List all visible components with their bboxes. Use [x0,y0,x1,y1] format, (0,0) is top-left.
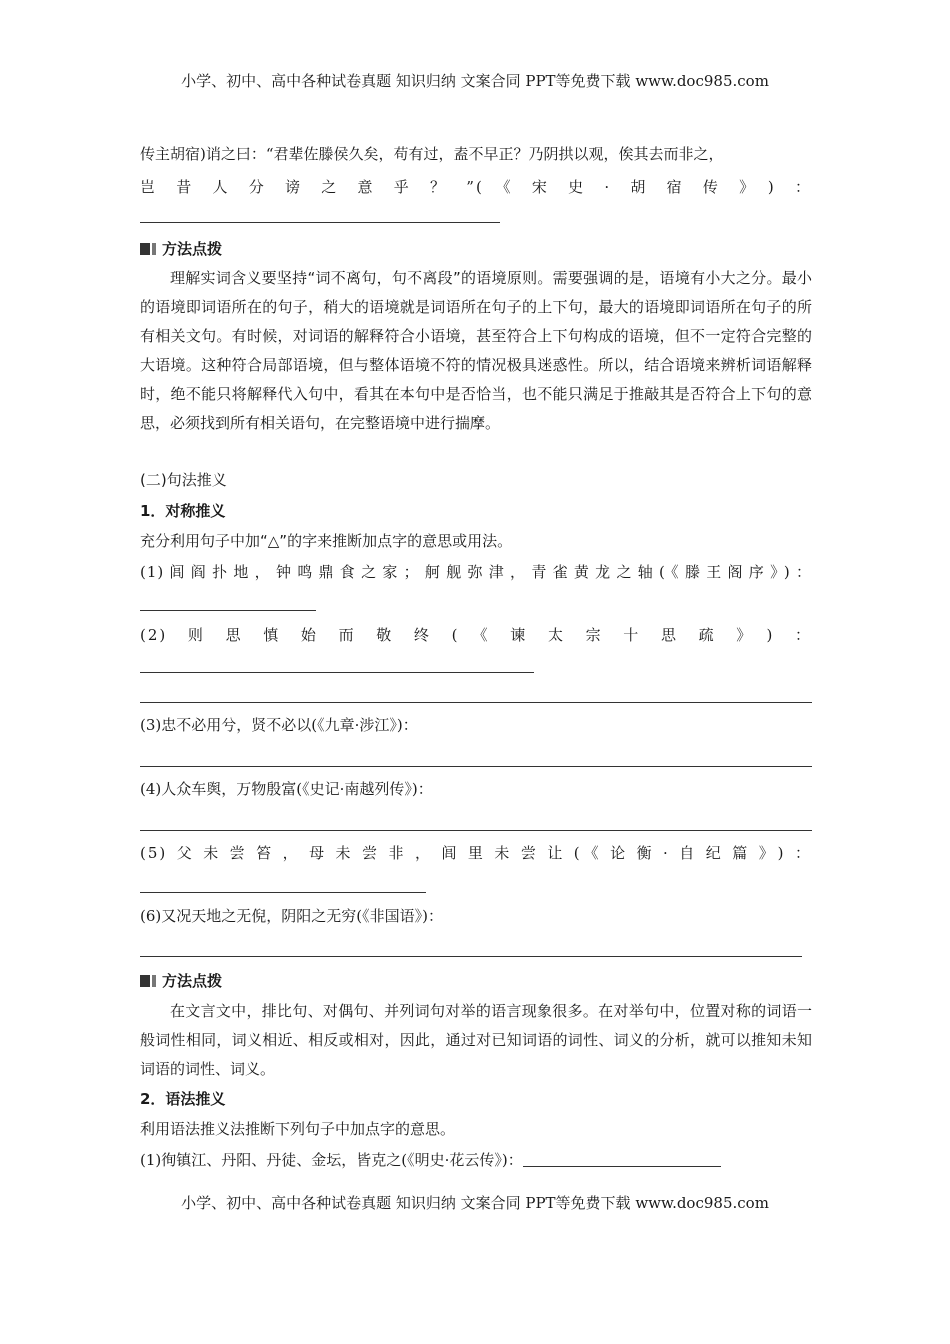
subsection-desc-symmetry: 充分利用句子中加“△”的字来推断加点字的意思或用法。 [140,532,513,550]
subsection-desc-grammar: 利用语法推义法推断下列句子中加点字的意思。 [140,1120,456,1138]
answer-line-4 [140,830,812,831]
section-title-syntax: (二)句法推义 [140,471,227,489]
question-item-5: (5)父未尝笞，母未尝非，闾里未尝让(《论衡·自纪篇》)： [140,844,812,862]
answer-line-2a [140,672,534,673]
question-item-2: (2)则思慎始而敬终(《谏太宗十思疏》)： [140,626,812,644]
question-item-1: (1)闾阎扑地，钟鸣鼎食之家；舸舰弥津，青雀黄龙之轴(《滕王阁序》)： [140,563,812,581]
page-header: 小学、初中、高中各种试卷真题 知识归纳 文案合同 PPT等免费下载 www.doc985.com [181,72,769,90]
square-icon [140,975,150,987]
subsection-title-symmetry: 1．对称推义 [140,502,226,520]
grammar-item-1: (1)徇镇江、丹阳、丹徒、金坛，皆克之(《明史·花云传》)： [140,1149,721,1171]
tip-body-2: 在文言文中，排比句、对偶句、并列词句对举的语言现象很多。在对举句中，位置对称的词语一般词性相同，词义相近、相反或相对，因此，通过对已知词语的词性、词义的分析，就可以推知未知词语的词性、词义。 [140,1002,812,1078]
answer-line-6 [140,956,802,957]
intro-line-1: 传主胡宿)诮之曰：“君辈佐滕侯久矣，苟有过，盍不早正？乃阴拱以观，俟其去而非之， [140,145,724,163]
square-icon [140,243,150,255]
intro-line-2: 岂昔人分谤之意乎？”(《宋史·胡宿传》)： [140,178,812,196]
tip-heading-1: 方法点拨 [140,238,222,259]
answer-line-5 [140,892,426,893]
answer-line-1 [140,610,316,611]
answer-line-intro [140,222,500,223]
bar-icon [152,243,156,255]
tip-body-1: 理解实词含义要坚持“词不离句，句不离段”的语境原则。需要强调的是，语境有小大之分。最小的语境即词语所在的句子，稍大的语境就是词语所在句子的上下句，最大的语境即词语所在句子的所有相关文句。有时候，对词语的解释符合小语境，甚至符合上下句构成的语境，但不一定符合完整的大语境。这种符合局部语境，但与整体语境不符的情况极具迷惑性。所以，结合语境来辨析词语解释时，绝不能只将解释代入句中，看其在本句中是否恰当，也不能只满足于推敲其是否符合上下句的意思，必须找到所有相关语句，在完整语境中进行揣摩。 [140,269,812,432]
question-item-3: (3)忠不必用兮，贤不必以(《九章·涉江》)： [140,716,418,734]
subsection-title-grammar: 2．语法推义 [140,1090,226,1108]
question-item-6: (6)又况天地之无倪，阴阳之无穷(《非国语》)： [140,907,443,925]
answer-line-2b [140,702,812,703]
answer-line-3 [140,766,812,767]
bar-icon [152,975,156,987]
answer-line-grammar-1 [523,1152,721,1167]
page-footer: 小学、初中、高中各种试卷真题 知识归纳 文案合同 PPT等免费下载 www.doc985.com [181,1194,769,1212]
tip-heading-2: 方法点拨 [140,970,222,991]
question-item-4: (4)人众车舆，万物殷富(《史记·南越列传》)： [140,780,433,798]
